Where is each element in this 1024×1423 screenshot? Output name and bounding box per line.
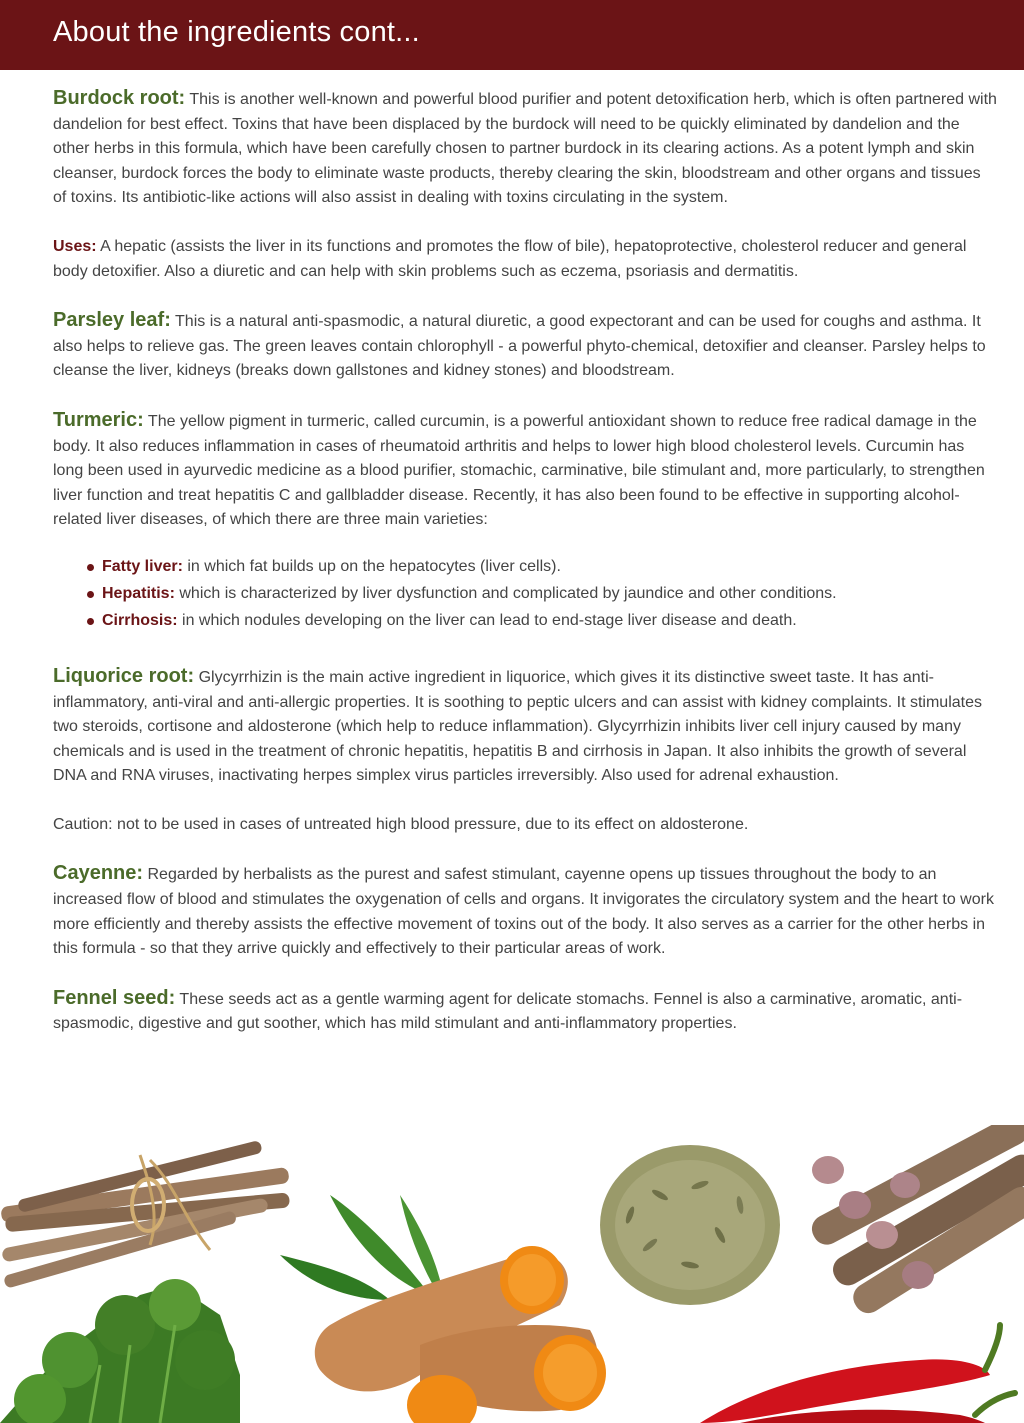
fennel-heading: Fennel seed:	[53, 986, 176, 1009]
list-item	[87, 580, 998, 607]
uses-section	[53, 235, 998, 284]
bullet-text: in which nodules developing on the liver can lead to end-stage liver disease and death.	[182, 611, 797, 629]
fennel-text: These seeds act as a gentle warming agent for delicate stomachs. Fennel is also a carminative, aromatic, anti-spasmodic, digestive and gut soother, which has mild stimulant and anti-inflammatory properties.	[53, 990, 963, 1033]
list-item	[87, 607, 998, 634]
fennel-seed-image	[600, 1145, 780, 1305]
page-header	[0, 0, 1024, 70]
liquorice-text: Glycyrrhizin is the main active ingredient in liquorice, which gives it its distinctive sweet taste. It has anti-inflammatory, anti-viral and anti-allergic properties. It is soothing to peptic ulcers and can assist with kidney complaints. It stimulates two steroids, cortisone and aldosterone (which help to reduce inflammation). Glycyrrhizin inhibits liver cell injury caused by many chemicals and is used in the treatment of chronic hepatitis, hepatitis B and cirrhosis in Japan. It also inhibits the growth of several DNA and RNA viruses, inactivating herpes simplex virus particles irreversibly. Also used for adrenal exhaustion.	[53, 668, 982, 785]
parsley-section	[53, 308, 998, 384]
turmeric-heading: Turmeric:	[53, 408, 144, 431]
uses-label: Uses:	[53, 237, 97, 255]
bullet-term: Fatty liver:	[102, 557, 183, 575]
herb-photos-strip	[0, 1125, 1024, 1423]
parsley-text: This is a natural anti-spasmodic, a natural diuretic, a good expectorant and can be used for coughs and asthma. It also helps to relieve gas. The green leaves contain chlorophyll - a powerful phyto-chemical, detoxifier and cleanser. Parsley helps to cleanse the liver, kidneys (breaks down gallstones and kidney stones) and bloodstream.	[53, 313, 986, 380]
liquorice-caution: Caution: not to be used in cases of untreated high blood pressure, due to its effect on aldosterone.	[53, 815, 749, 833]
uses-text: A hepatic (assists the liver in its functions and promotes the flow of bile), hepatoprotective, cholesterol reducer and general body detoxifier. Also a diuretic and can help with skin problems such as eczema, psoriasis and dermatitis.	[53, 237, 967, 280]
cayenne-pepper-image	[700, 1325, 1015, 1423]
liquorice-root-image	[807, 1125, 1024, 1318]
bullet-text: which is characterized by liver dysfunction and complicated by jaundice and other conditions.	[179, 584, 837, 602]
liquorice-heading: Liquorice root:	[53, 664, 195, 687]
liquorice-section	[53, 664, 998, 789]
bullet-term: Cirrhosis:	[102, 611, 178, 629]
bullet-term: Hepatitis:	[102, 584, 175, 602]
herb-photos	[0, 1125, 1024, 1423]
page-title: About the ingredients cont...	[53, 16, 420, 48]
burdock-text: This is another well-known and powerful blood purifier and potent detoxification herb, which is often partnered with dandelion for best effect. Toxins that have been displaced by the burdock will need to be quickly eliminated by dandelion and the other herbs in this formula, which have been carefully chosen to partner burdock in its clearing actions. As a potent lymph and skin cleanser, burdock forces the body to eliminate waste products, thereby clearing the skin, bloodstream and other organs and tissues of toxins. Its antibiotic-like actions will also assist in dealing with toxins circulating in the system.	[53, 91, 997, 207]
burdock-heading: Burdock root:	[53, 87, 186, 109]
list-item	[87, 553, 998, 580]
burdock-section	[53, 86, 998, 211]
cayenne-heading: Cayenne:	[53, 862, 144, 885]
turmeric-section	[53, 408, 998, 533]
turmeric-image	[280, 1195, 606, 1423]
liver-disease-list	[53, 553, 998, 634]
cayenne-text: Regarded by herbalists as the purest and safest stimulant, cayenne opens up tissues throughout the body to an increased flow of blood and stimulates the oxygenation of cells and organs. It invigorates the circulatory system and the heart to work more efficiently and thereby assists the effective movement of toxins out of the body. It also serves as a carrier for the other herbs in this formula - so that they arrive quickly and effectively to their particular areas of work.	[53, 866, 994, 958]
parsley-leaf-image	[0, 1279, 240, 1423]
bullet-text: in which fat builds up on the hepatocytes (liver cells).	[187, 557, 561, 575]
fennel-section	[53, 986, 998, 1037]
burdock-root-bundle-image	[0, 1140, 290, 1289]
ingredients-content	[53, 86, 998, 1061]
cayenne-section	[53, 861, 998, 961]
parsley-heading: Parsley leaf:	[53, 309, 171, 332]
turmeric-text: The yellow pigment in turmeric, called curcumin, is a powerful antioxidant shown to reduce free radical damage in the body. It also reduces inflammation in cases of rheumatoid arthritis and helps to lower high blood cholesterol levels. Curcumin has long been used in ayurvedic medicine as a blood purifier, stomachic, carminative, bile stimulant and, more particularly, to strengthen liver function and treat hepatitis C and gallbladder disease. Recently, it has also been found to be effective in supporting alcohol-related liver diseases, of which there are three main varieties:	[53, 412, 985, 529]
